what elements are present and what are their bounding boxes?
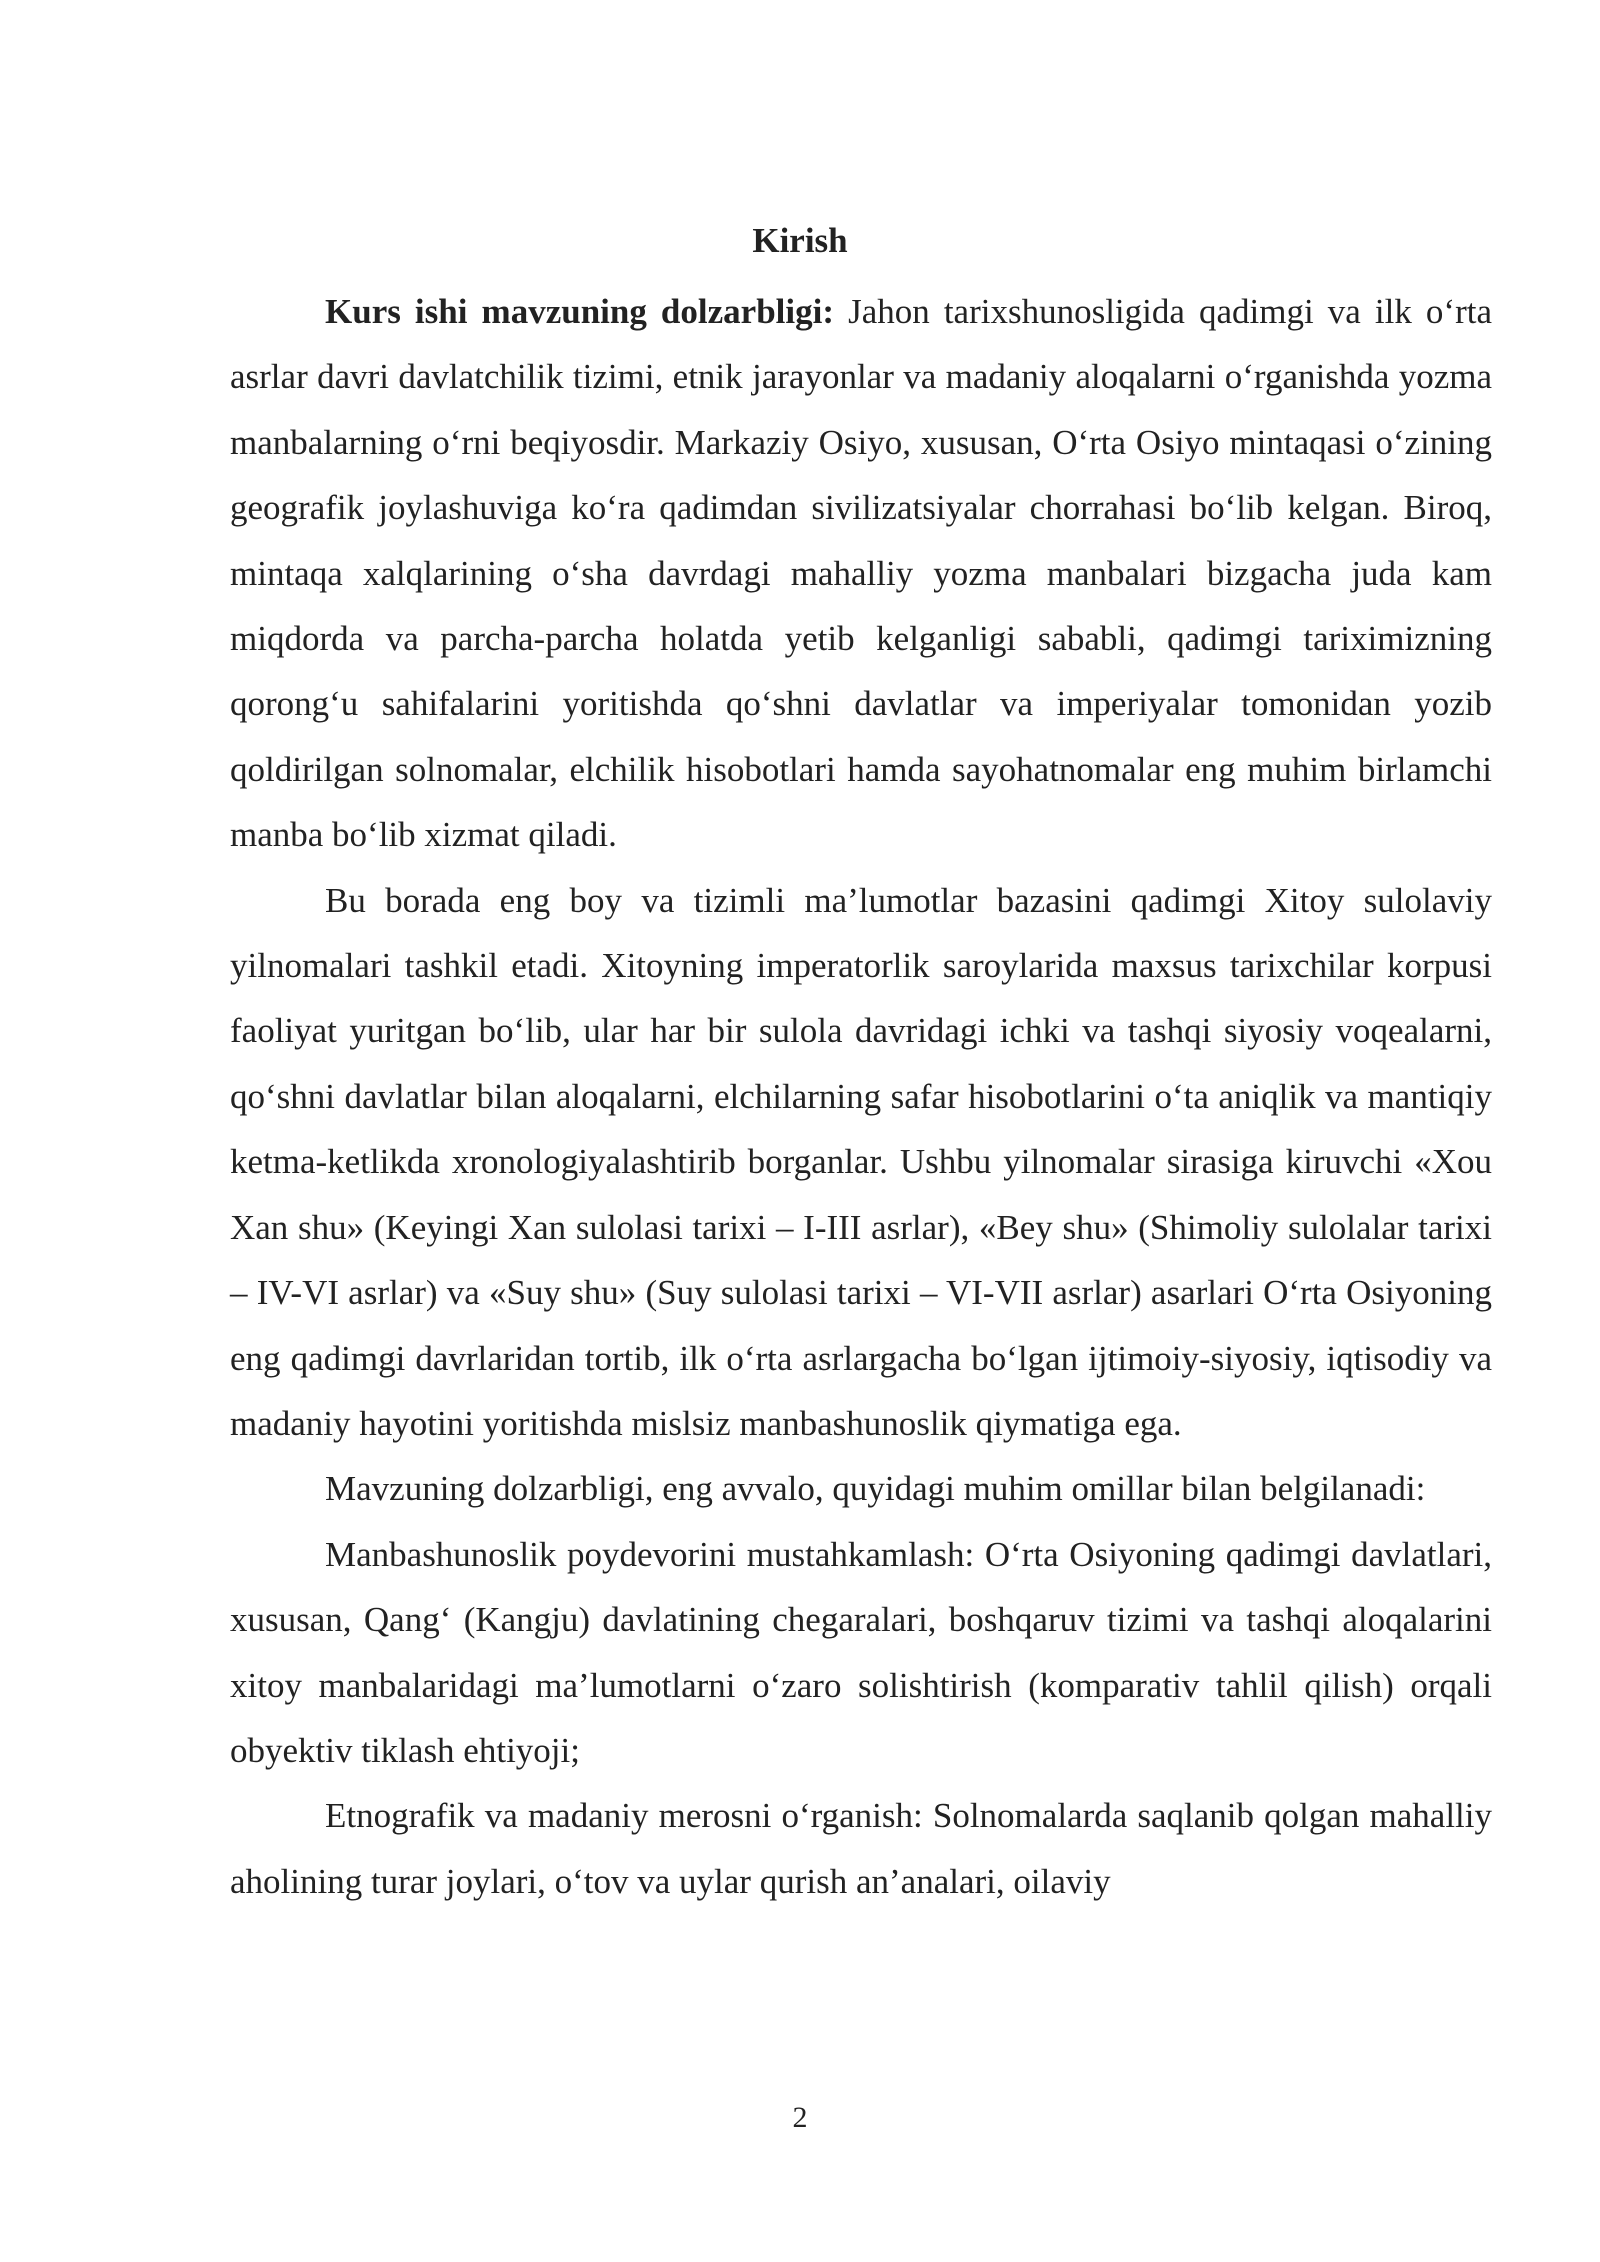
paragraph: Bu borada eng boy va tizimli ma’lumotlar bazasini qadimgi Xitoy sulolaviy yilnomalari tashkil etadi. Xitoyning imperatorlik saroylarida maxsus tarixchilar korpusi faoliyat yuritgan bo‘lib, ular har bir sulola davridagi ichki va tashqi siyosiy voqealarni, qo‘shni davlatlar bilan aloqalarni, elchilarning safar hisobotlarini o‘ta aniqlik va mantiqiy ketma-ketlikda xronologiyalashtirib borganlar. Ushbu yilnomalar sirasiga kiruvchi «Xou Xan shu» (Keyingi Xan sulolasi tarixi – I-III asrlar), «Bey shu» (Shimoliy sulolalar tarixi – IV-VI asrlar) va «Suy shu» (Suy sulolasi tarixi – VI-VII asrlar) asarlari O‘rta Osiyoning eng qadimgi davrlaridan tortib, ilk o‘rta asrlargacha bo‘lgan ijtimoiy-siyosiy, iqtisodiy va madaniy hayotini yoritishda mislsiz manbashunoslik qiymatiga ega. [230,880,1492,1443]
body-text [230,279,1492,1914]
paragraph: Manbashunoslik poydevorini mustahkamlash: O‘rta Osiyoning qadimgi davlatlari, xususan, Qang‘ (Kangju) davlatining chegaralari, boshqaruv tizimi va tashqi aloqalarini xitoy manbalaridagi ma’lumotlarni o‘zaro solishtirish (komparativ tahlil qilish) orqali obyektiv tiklash ehtiyoji; [230,1534,1492,1770]
paragraph: Etnografik va madaniy merosni o‘rganish: Solnomalarda saqlanib qolgan mahalliy aholining turar joylari, o‘tov va uylar qurish an’analari, oilaviy [230,1796,1492,1901]
paragraph-lead-text: Jahon tarixshunosligida qadimgi va ilk o‘rta asrlar davri davlatchilik tizimi, etnik jarayonlar va madaniy aloqalarni o‘rganishda yozma manbalarning o‘rni beqiyosdir. Markaziy Osiyo, xususan, O‘rta Osiyo mintaqasi o‘zining geografik joylashuviga ko‘ra qadimdan sivilizatsiyalar chorrahasi bo‘lib kelgan. Biroq, mintaqa xalqlarining o‘sha davrdagi mahalliy yozma manbalari bizgacha juda kam miqdorda va parcha-parcha holatda yetib kelganligi sababli, qadimgi tariximizning qorong‘u sahifalarini yoritishda qo‘shni davlatlar va imperiyalar tomonidan yozib qoldirilgan solnomalar, elchilik hisobotlari hamda sayohatnomalar eng muhim birlamchi manba bo‘lib xizmat qiladi. [230,292,1492,855]
page-number: 2 [792,2101,808,2134]
paragraph-lead-label: Kurs ishi mavzuning dolzarbligi: [325,292,834,331]
paragraph-relevance [230,279,1492,868]
section-heading: Kirish [752,221,848,260]
paragraph: Mavzuning dolzarbligi, eng avvalo, quyidagi muhim omillar bilan belgilanadi: [325,1469,1426,1509]
